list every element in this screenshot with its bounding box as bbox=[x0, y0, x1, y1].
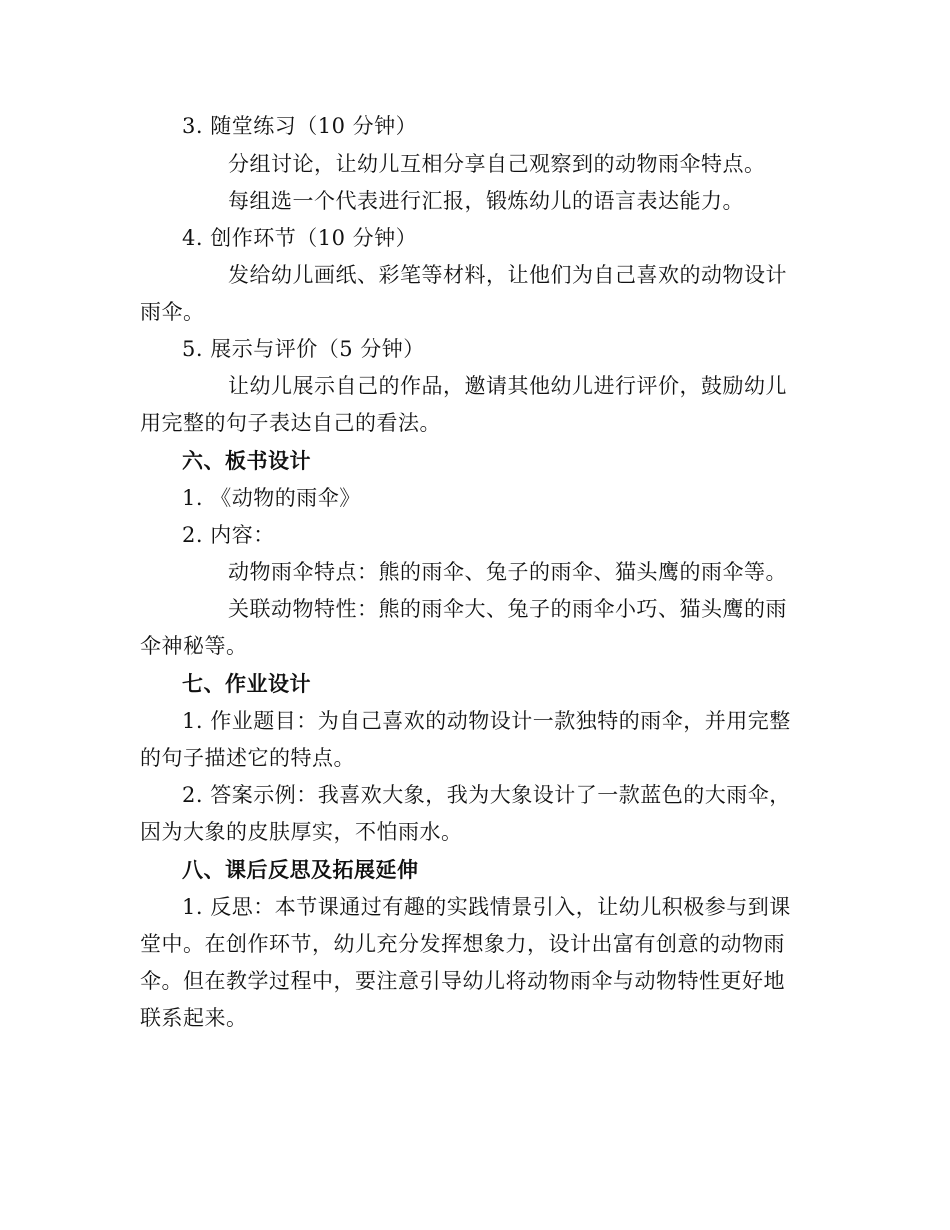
paragraph-materials: 发给幼儿画纸、彩笔等材料，让他们为自己喜欢的动物设计 bbox=[228, 263, 787, 287]
item-4-creation: 4. 创作环节（10 分钟） bbox=[182, 226, 418, 250]
paragraph-animal-traits: 关联动物特性：熊的雨伞大、兔子的雨伞小巧、猫头鹰的雨 bbox=[228, 597, 787, 621]
reflection-item-1: 1. 反思：本节课通过有趣的实践情景引入，让幼儿积极参与到课 bbox=[182, 895, 791, 919]
item-3-practice: 3. 随堂练习（10 分钟） bbox=[182, 114, 418, 138]
reflection-item-1-cont-3: 联系起来。 bbox=[140, 1006, 248, 1030]
homework-item-2: 2. 答案示例：我喜欢大象，我为大象设计了一款蓝色的大雨伞， bbox=[182, 783, 791, 807]
reflection-item-1-cont-1: 堂中。在创作环节，幼儿充分发挥想象力，设计出富有创意的动物雨 bbox=[140, 932, 785, 956]
board-item-1: 1. 《动物的雨伞》 bbox=[182, 486, 361, 510]
paragraph-group-report: 每组选一个代表进行汇报，锻炼幼儿的语言表达能力。 bbox=[228, 189, 744, 213]
section-heading-homework: 七、作业设计 bbox=[182, 672, 311, 696]
homework-item-1-cont: 的句子描述它的特点。 bbox=[140, 746, 355, 770]
item-5-show-evaluate: 5. 展示与评价（5 分钟） bbox=[182, 337, 425, 361]
paragraph-show-works: 让幼儿展示自己的作品，邀请其他幼儿进行评价，鼓励幼儿 bbox=[228, 374, 787, 398]
paragraph-group-discussion: 分组讨论，让幼儿互相分享自己观察到的动物雨伞特点。 bbox=[228, 152, 766, 176]
paragraph-materials-cont: 雨伞。 bbox=[140, 300, 205, 324]
reflection-item-1-cont-2: 伞。但在教学过程中，要注意引导幼儿将动物雨伞与动物特性更好地 bbox=[140, 969, 785, 993]
board-item-2: 2. 内容： bbox=[182, 523, 275, 547]
section-heading-reflection: 八、课后反思及拓展延伸 bbox=[182, 858, 419, 882]
homework-item-1: 1. 作业题目：为自己喜欢的动物设计一款独特的雨伞，并用完整 bbox=[182, 709, 791, 733]
section-heading-board-design: 六、板书设计 bbox=[182, 449, 311, 473]
paragraph-show-works-cont: 用完整的句子表达自己的看法。 bbox=[140, 411, 441, 435]
homework-item-2-cont: 因为大象的皮肤厚实，不怕雨水。 bbox=[140, 820, 463, 844]
paragraph-umbrella-features: 动物雨伞特点：熊的雨伞、兔子的雨伞、猫头鹰的雨伞等。 bbox=[228, 560, 787, 584]
paragraph-animal-traits-cont: 伞神秘等。 bbox=[140, 634, 248, 658]
